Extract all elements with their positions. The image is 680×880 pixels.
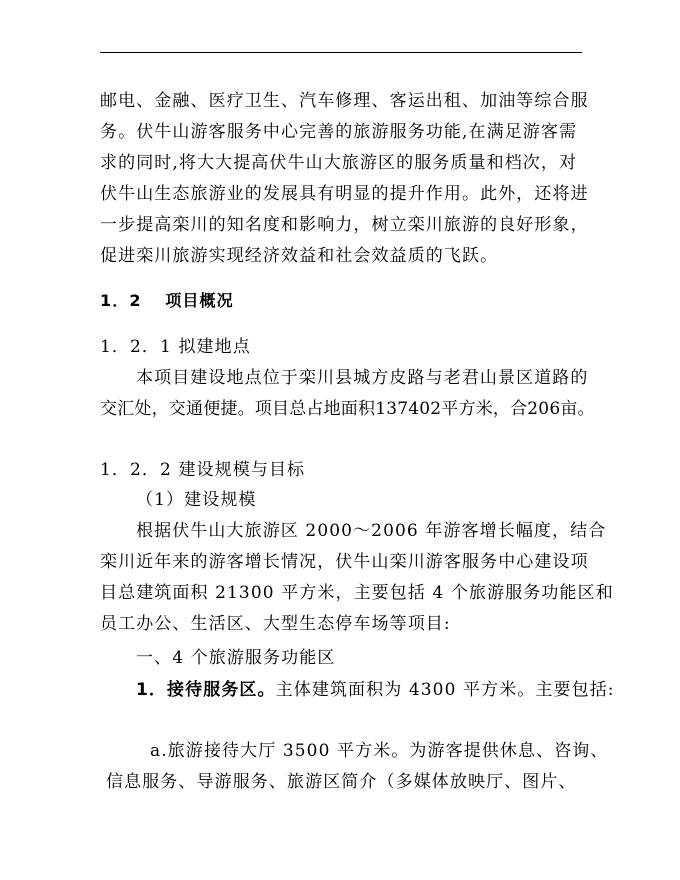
- list-item-1-title: 1．接待服务区。: [136, 680, 276, 700]
- paragraph-line: 员工办公、生活区、大型生态停车场等项目:: [100, 614, 451, 634]
- subsection-heading: （1）建设规模: [136, 490, 257, 510]
- paragraph-line: 务。伏牛山游客服务中心完善的旅游服务功能,在满足游客需: [100, 122, 578, 142]
- list-item-a-line: 信息服务、导游服务、旅游区简介（多媒体放映厅、图片、: [106, 772, 577, 792]
- paragraph-line: 伏牛山生态旅游业的发展具有明显的提升作用。此外，还将进: [100, 184, 589, 204]
- list-item-1-text: 主体建筑面积为 4300 平方米。主要包括:: [275, 680, 615, 700]
- paragraph-line: 栾川近年来的游客增长情况，伏牛山栾川游客服务中心建设项: [100, 552, 589, 572]
- paragraph-line: 一步提高栾川的知名度和影响力，树立栾川旅游的良好形象，: [100, 215, 589, 235]
- list-heading: 一、4 个旅游服务功能区: [136, 648, 336, 668]
- paragraph-line: 求的同时,将大大提高伏牛山大旅游区的服务质量和档次，对: [100, 153, 578, 173]
- paragraph-line: 目总建筑面积 21300 平方米，主要包括 4 个旅游服务功能区和: [100, 583, 614, 603]
- paragraph-line: 交汇处，交通便捷。项目总占地面积137402平方米，合206亩。: [100, 399, 595, 419]
- header-rule: [100, 52, 582, 53]
- paragraph-line: 根据伏牛山大旅游区 2000～2006 年游客增长幅度，结合: [136, 521, 607, 541]
- paragraph-line: 邮电、金融、医疗卫生、汽车修理、客运出租、加油等综合服: [100, 91, 589, 111]
- section-heading-1-2-1: 1．2．1 拟建地点: [100, 337, 251, 357]
- list-item-1: [136, 679, 615, 701]
- list-item-a-line: a.旅游接待大厅 3500 平方米。为游客提供休息、咨询、: [150, 741, 609, 761]
- section-heading-1-2-2: 1．2．2 建设规模与目标: [100, 460, 306, 480]
- paragraph-line: 本项目建设地点位于栾川县城方皮路与老君山景区道路的: [136, 368, 589, 388]
- paragraph-line: 促进栾川旅游实现经济效益和社会效益质的飞跃。: [100, 246, 499, 266]
- section-heading-1-2: 1．2 项目概况: [100, 291, 234, 310]
